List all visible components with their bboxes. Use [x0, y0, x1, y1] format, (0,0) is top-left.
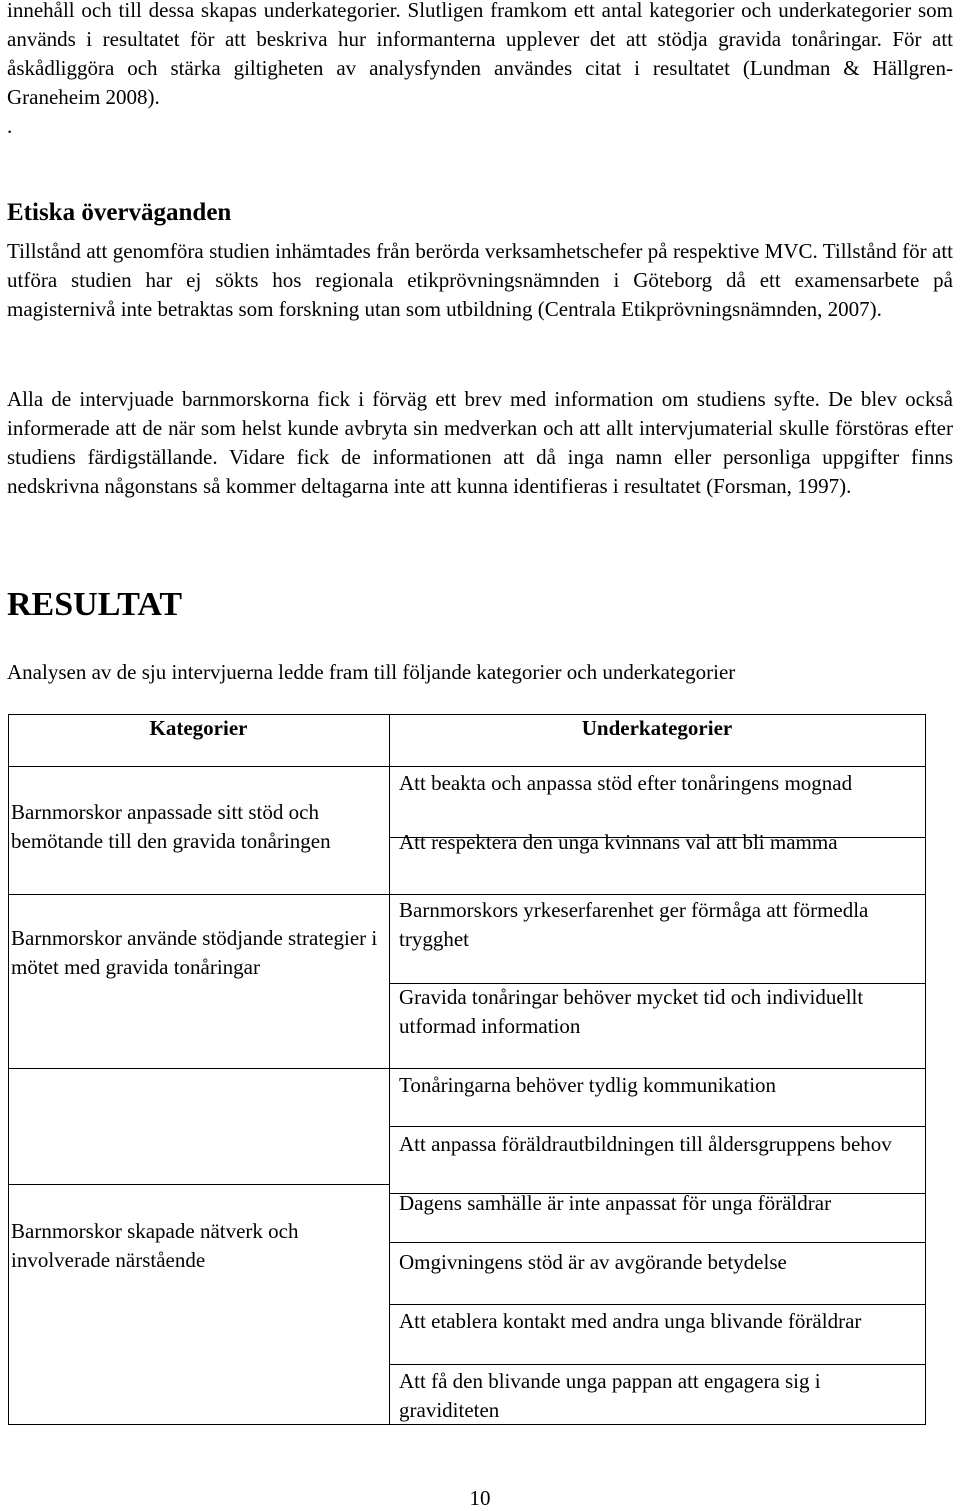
paragraph-ethics-permission: Tillstånd att genomföra studien inhämtades från berörda verksamhetschefer på respektive MVC. Tillstånd för att utföra studien har ej sökts hos regionala etikprövningsnämnden i Göteborg då ett examensarbete på magisternivå inte betraktas som forskning utan som utbildning (Centrala Etikprövningsnämnden, 2007).	[7, 239, 953, 321]
right-row-divider	[389, 1242, 926, 1243]
header-underkategorier: Underkategorier	[581, 716, 733, 740]
left-row-divider	[8, 1068, 390, 1069]
left-row-divider	[8, 1184, 390, 1185]
subcategory-cell: Att få den blivande unga pappan att engagera sig i graviditeten	[399, 1369, 821, 1422]
right-row-divider	[389, 894, 926, 895]
subcategory-cell: Gravida tonåringar behöver mycket tid och individuellt utformad information	[399, 985, 864, 1038]
category-cell: Barnmorskor skapade nätverk och involverade närstående	[11, 1219, 299, 1272]
subcategory-cell: Dagens samhälle är inte anpassat för unga föräldrar	[399, 1191, 832, 1215]
table-column-divider	[389, 714, 390, 1425]
left-row-divider	[8, 766, 390, 767]
subcategory-cell: Barnmorskors yrkeserfarenhet ger förmåga att förmedla trygghet	[399, 898, 869, 951]
category-cell: Barnmorskor använde stödjande strategier i mötet med gravida tonåringar	[11, 926, 378, 979]
right-row-divider	[389, 1126, 926, 1127]
right-row-divider	[389, 1304, 926, 1305]
stray-dot: .	[7, 114, 13, 138]
header-kategorier: Kategorier	[149, 716, 248, 740]
right-row-divider	[389, 766, 926, 767]
table-border-left	[8, 714, 9, 1425]
category-table	[8, 714, 926, 1425]
table-border-right	[925, 714, 926, 1425]
result-lead-text: Analysen av de sju intervjuerna ledde fram till följande kategorier och underkategorier	[7, 660, 736, 684]
page-number: 10	[469, 1486, 491, 1510]
subcategory-cell: Att etablera kontakt med andra unga blivande föräldrar	[399, 1309, 862, 1333]
right-row-divider	[389, 1364, 926, 1365]
subcategory-cell: Att anpassa föräldrautbildningen till åldersgruppens behov	[399, 1132, 892, 1156]
right-row-divider	[389, 1068, 926, 1069]
subcategory-cell: Omgivningens stöd är av avgörande betydelse	[399, 1250, 787, 1274]
category-cell: Barnmorskor anpassade sitt stöd och bemötande till den gravida tonåringen	[11, 800, 331, 853]
heading-etiska-overvaganden: Etiska överväganden	[7, 199, 232, 226]
subcategory-cell: Att beakta och anpassa stöd efter tonåringens mognad	[399, 771, 853, 795]
subcategory-cell: Tonåringarna behöver tydlig kommunikation	[399, 1073, 777, 1097]
heading-resultat: RESULTAT	[7, 586, 183, 623]
paragraph-ethics-information: Alla de intervjuade barnmorskorna fick i förväg ett brev med information om studiens syfte. De blev också informerade att de när som helst kunde avbryta sin medverkan och att allt intervjumaterial skulle förstöras efter studiens färdigställande. Vidare fick de informationen att då inga namn eller personliga uppgifter finns nedskrivna någonstans så kommer deltagarna inte att kunna identifieras i resultatet (Forsman, 1997).	[7, 387, 953, 498]
subcategory-cell: Att respektera den unga kvinnans val att bli mamma	[399, 830, 838, 854]
paragraph-method-end: innehåll och till dessa skapas underkategorier. Slutligen framkom ett antal kategorier och underkategorier som används i resultatet för att beskriva hur informanterna upplever det att stödja gravida tonåringar. För att åskådliggöra och stärka giltigheten av analysfynden användes citat i resultatet (Lundman & Hällgren-Graneheim 2008).	[7, 0, 953, 109]
left-row-divider	[8, 894, 390, 895]
